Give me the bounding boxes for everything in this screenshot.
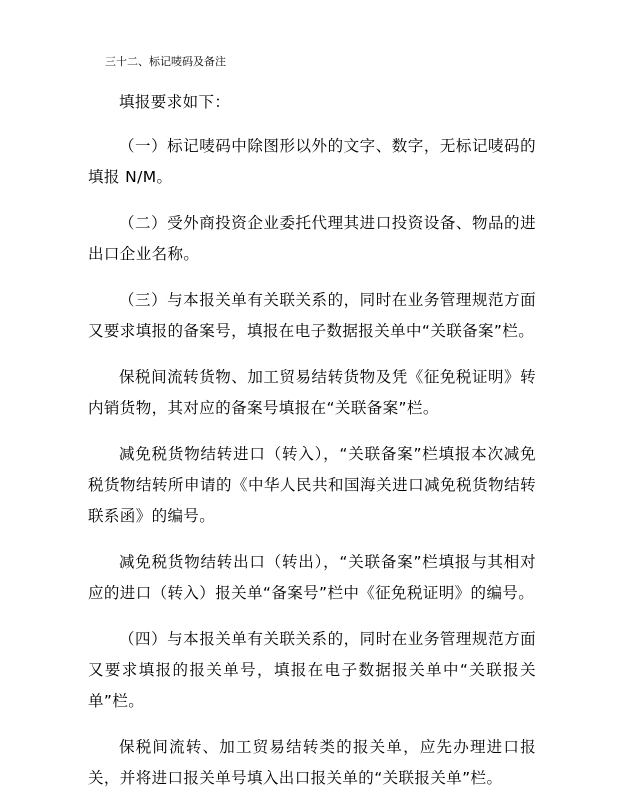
document-body <box>88 87 536 809</box>
paragraph-bonded-transfer: 保税间流转货物、加工贸易结转货物及凭《征免税证明》转内销货物，其对应的备案号填报在“关联备案”栏。 <box>88 368 536 417</box>
paragraph-item-3: （三）与本报关单有关联关系的，同时在业务管理规范方面又要求填报的备案号，填报在电子数据报关单中“关联备案”栏。 <box>88 291 536 340</box>
paragraph-transfer-out: 减免税货物结转出口（转出），“关联备案”栏填报与其相对应的进口（转入）报关单“备案号”栏中《征免税证明》的编号。 <box>88 553 536 602</box>
paragraph-item-4: （四）与本报关单有关联关系的，同时在业务管理规范方面又要求填报的报关单号，填报在电子数据报关单中“关联报关单”栏。 <box>88 630 536 710</box>
section-heading: 三十二、标记唛码及备注 <box>105 55 226 68</box>
paragraph-transfer-in: 减免税货物结转进口（转入），“关联备案”栏填报本次减免税货物结转所申请的《中华人民共和国海关进口减免税货物结转联系函》的编号。 <box>88 445 536 525</box>
paragraph-item-1: （一）标记唛码中除图形以外的文字、数字，无标记唛码的填报 N/M。 <box>88 137 536 186</box>
paragraph-item-2: （二）受外商投资企业委托代理其进口投资设备、物品的进出口企业名称。 <box>88 214 536 263</box>
paragraph-intro: 填报要求如下： <box>119 93 231 111</box>
paragraph-related-declaration: 保税间流转、加工贸易结转类的报关单，应先办理进口报关，并将进口报关单号填入出口报关单的“关联报关单”栏。 <box>88 738 536 787</box>
